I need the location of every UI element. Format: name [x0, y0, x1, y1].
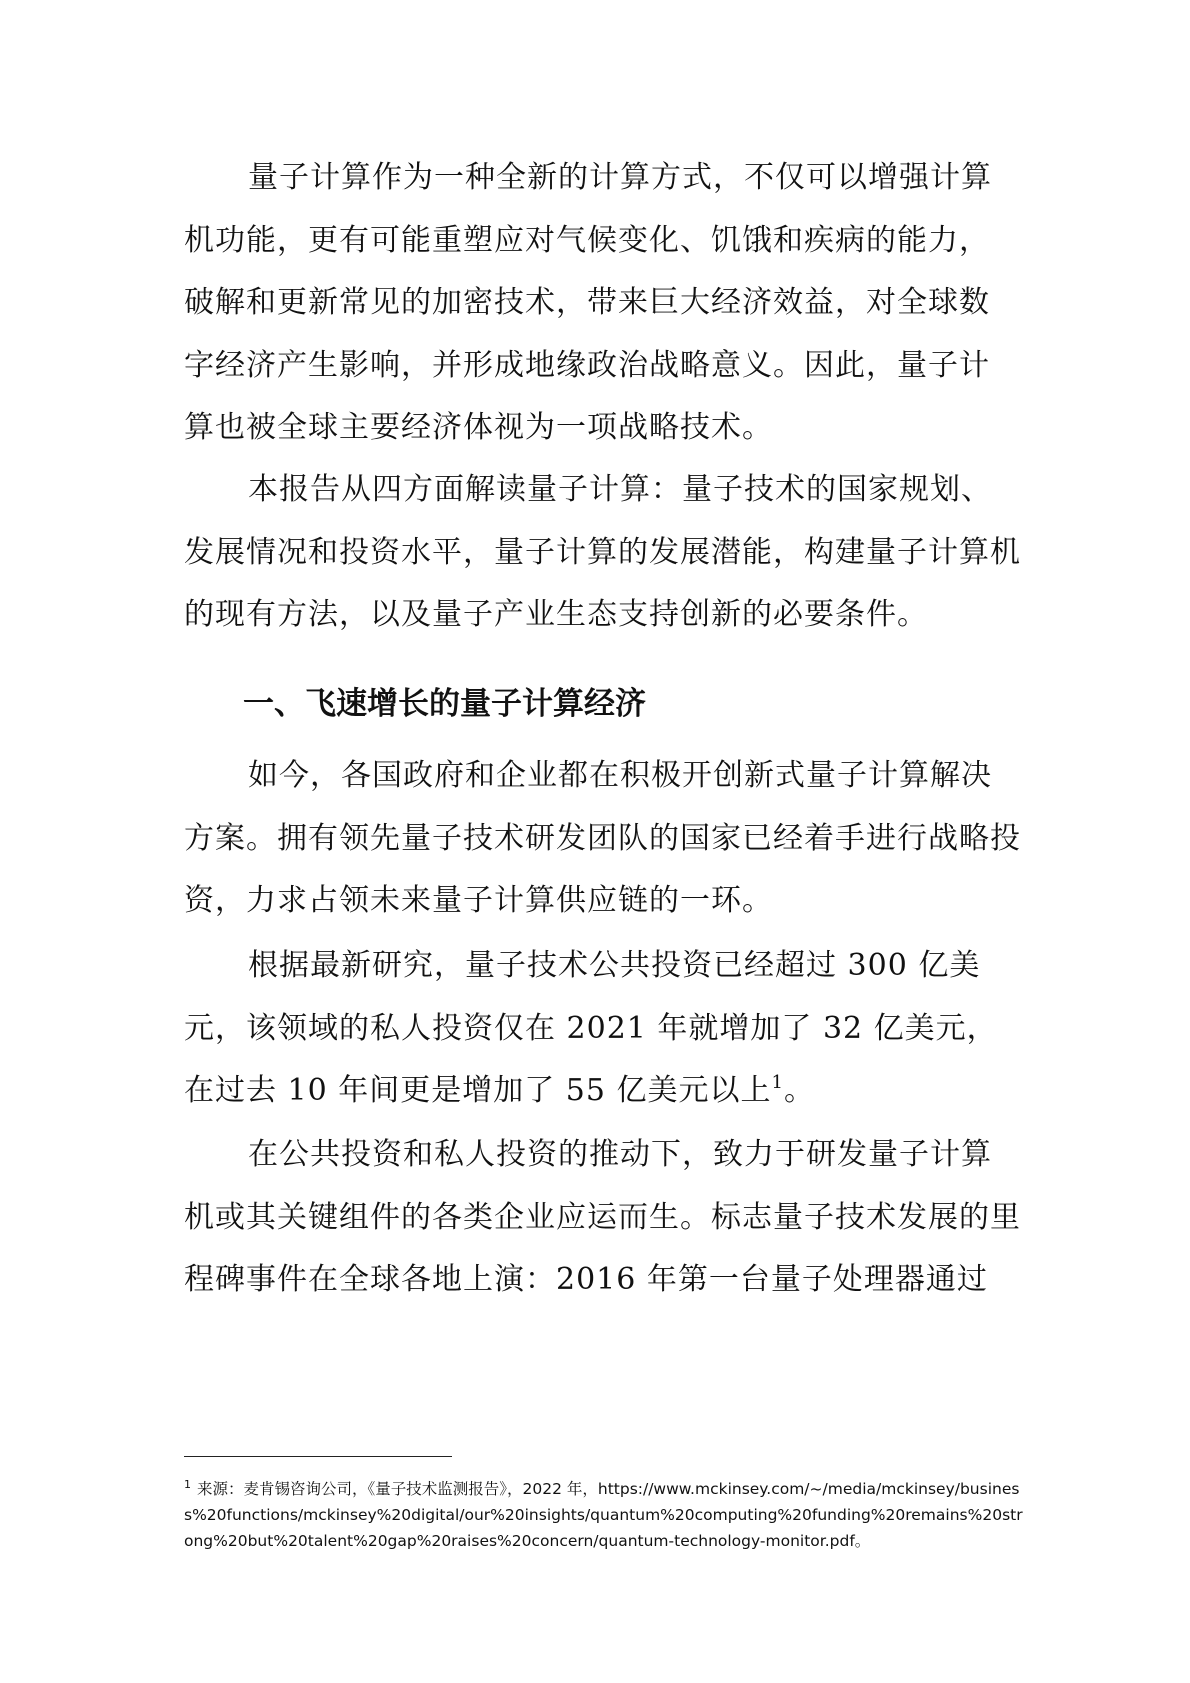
intro-paragraph-1: [184, 147, 996, 460]
paragraph-text: 量子计算作为一种全新的计算方式，不仅可以增强计算机功能，更有可能重塑应对气候变化、饥饿和疾病的能力，破解和更新常见的加密技术，带来巨大经济效益，对全球数字经济产生影响，并形成地缘政治战略意义。因此，量子计算也被全球主要经济体视为一项战略技术。: [184, 160, 992, 445]
paragraph-end-punctuation: 。: [783, 1073, 815, 1108]
paragraph-text: 在公共投资和私人投资的推动下，致力于研发量子计算机或其关键组件的各类企业应运而生。标志量子技术发展的里程碑事件在全球各地上演：2016 年第一台量子处理器通过: [184, 1137, 1021, 1297]
paragraph-text: 根据最新研究，量子技术公共投资已经超过 300 亿美元，该领域的私人投资仅在 2021 年就增加了 32 亿美元，在过去 10 年间更是增加了 55 亿美元以上: [184, 948, 998, 1108]
footnote-text: 来源：麦肯锡咨询公司，《量子技术监测报告》，2022 年，https://www.mckinsey.com/~/media/mckinsey/business%20functions/mckinsey%20digital/our%20insights/quantum%20computing%20funding%20remains%20strong%20but%20talent%20gap%20raises%20concern/quantum-technology-monitor.pdf。: [184, 1480, 1023, 1550]
intro-paragraph-2: [184, 459, 1022, 647]
section-heading: 一、飞速增长的量子计算经济: [243, 686, 646, 722]
paragraph-text: 如今，各国政府和企业都在积极开创新式量子计算解决方案。拥有领先量子技术研发团队的国家已经着手进行战略投资，力求占领未来量子计算供应链的一环。: [184, 758, 1021, 918]
footnote-marker: 1: [184, 1478, 191, 1491]
section-paragraph-1: [184, 745, 1022, 933]
section-paragraph-2: [184, 935, 1022, 1123]
paragraph-text: 本报告从四方面解读量子计算：量子技术的国家规划、发展情况和投资水平，量子计算的发展潜能，构建量子计算机的现有方法，以及量子产业生态支持创新的必要条件。: [184, 472, 1021, 632]
footnote: [184, 1476, 1024, 1554]
section-paragraph-3: [184, 1124, 1022, 1312]
footnote-divider: [184, 1456, 452, 1457]
footnote-reference[interactable]: 1: [771, 1072, 784, 1093]
